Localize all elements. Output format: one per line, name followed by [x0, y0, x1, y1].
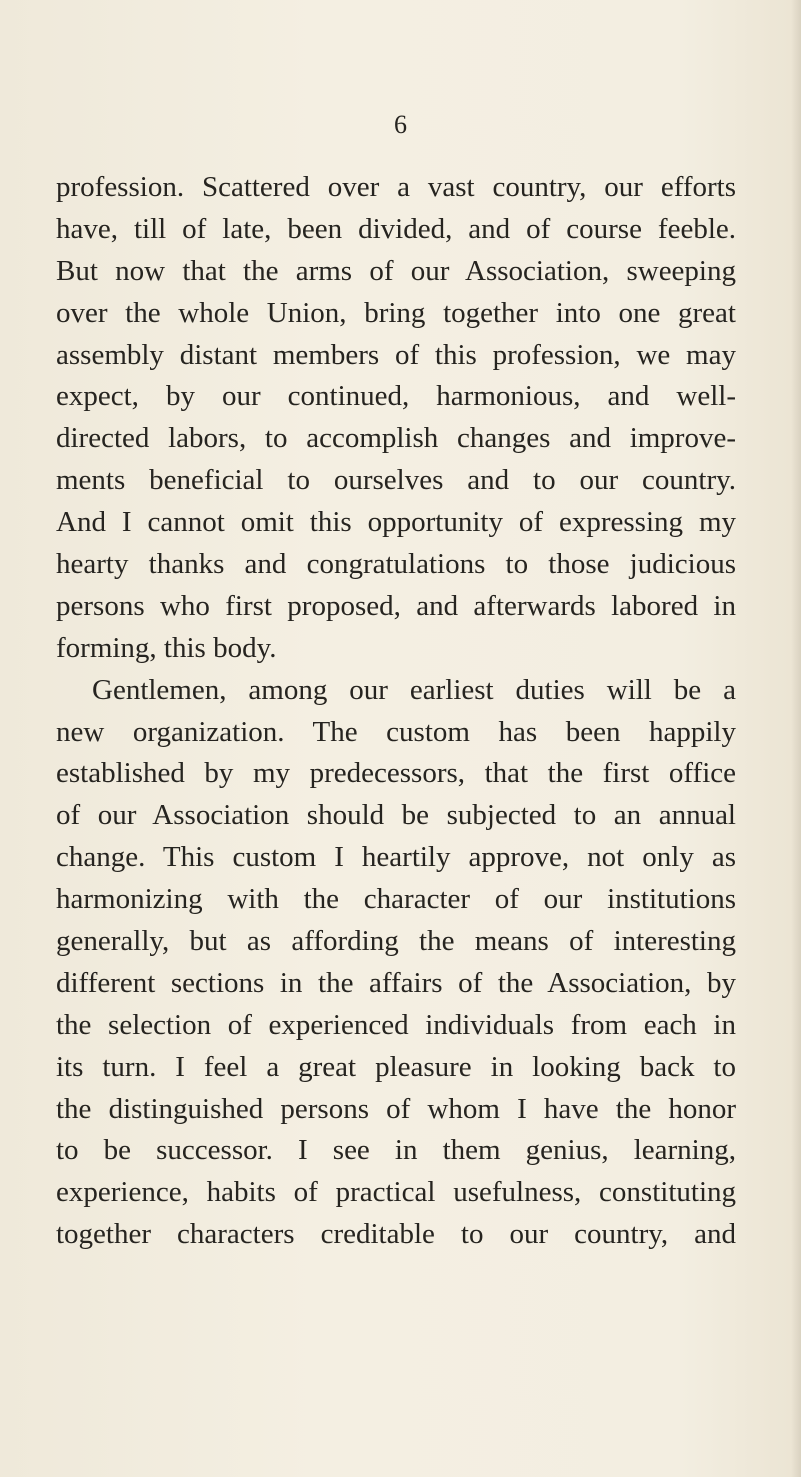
- text-line: to be successor. I see in them genius, learning,: [56, 1134, 736, 1167]
- text-line: But now that the arms of our Association, sweeping: [56, 254, 736, 287]
- text-line: of our Association should be subjected to an annual: [56, 799, 736, 832]
- text-line: And I cannot omit this opportunity of expressing my: [56, 506, 736, 539]
- text-line: established by my predecessors, that the first office: [56, 757, 736, 790]
- text-line: experience, habits of practical usefulness, constituting: [56, 1176, 736, 1209]
- text-line: directed labors, to accomplish changes and improve-: [56, 422, 736, 455]
- page-edge-shadow: [791, 0, 801, 1477]
- text-line: profession. Scattered over a vast country, our efforts: [56, 171, 736, 203]
- text-line: hearty thanks and congratulations to those judicious: [56, 548, 736, 581]
- text-line: persons who first proposed, and afterwards labored in: [56, 589, 736, 622]
- text-line: together characters creditable to our country, and: [56, 1218, 736, 1251]
- text-line: change. This custom I heartily approve, not only as: [56, 841, 736, 874]
- text-line: the distinguished persons of whom I have the honor: [56, 1092, 736, 1125]
- text-line: ments beneficial to ourselves and to our country.: [56, 464, 736, 497]
- text-line: expect, by our continued, harmonious, and well-: [56, 380, 736, 413]
- text-line: forming, this body.: [56, 631, 277, 664]
- text-line: new organization. The custom has been happily: [56, 715, 736, 748]
- text-line: different sections in the affairs of the Association, by: [56, 966, 736, 999]
- text-line: harmonizing with the character of our institutions: [56, 883, 736, 916]
- page-number: 6: [394, 110, 407, 139]
- body-text: [56, 167, 736, 1256]
- text-line: the selection of experienced individuals from each in: [56, 1008, 736, 1041]
- text-line: its turn. I feel a great pleasure in looking back to: [56, 1050, 736, 1083]
- text-line: assembly distant members of this profession, we may: [56, 338, 736, 371]
- text-line: have, till of late, been divided, and of course feeble.: [56, 212, 736, 245]
- text-line: Gentlemen, among our earliest duties will be a: [92, 673, 736, 706]
- text-line: generally, but as affording the means of interesting: [56, 925, 736, 958]
- text-line: over the whole Union, bring together into one great: [56, 296, 736, 329]
